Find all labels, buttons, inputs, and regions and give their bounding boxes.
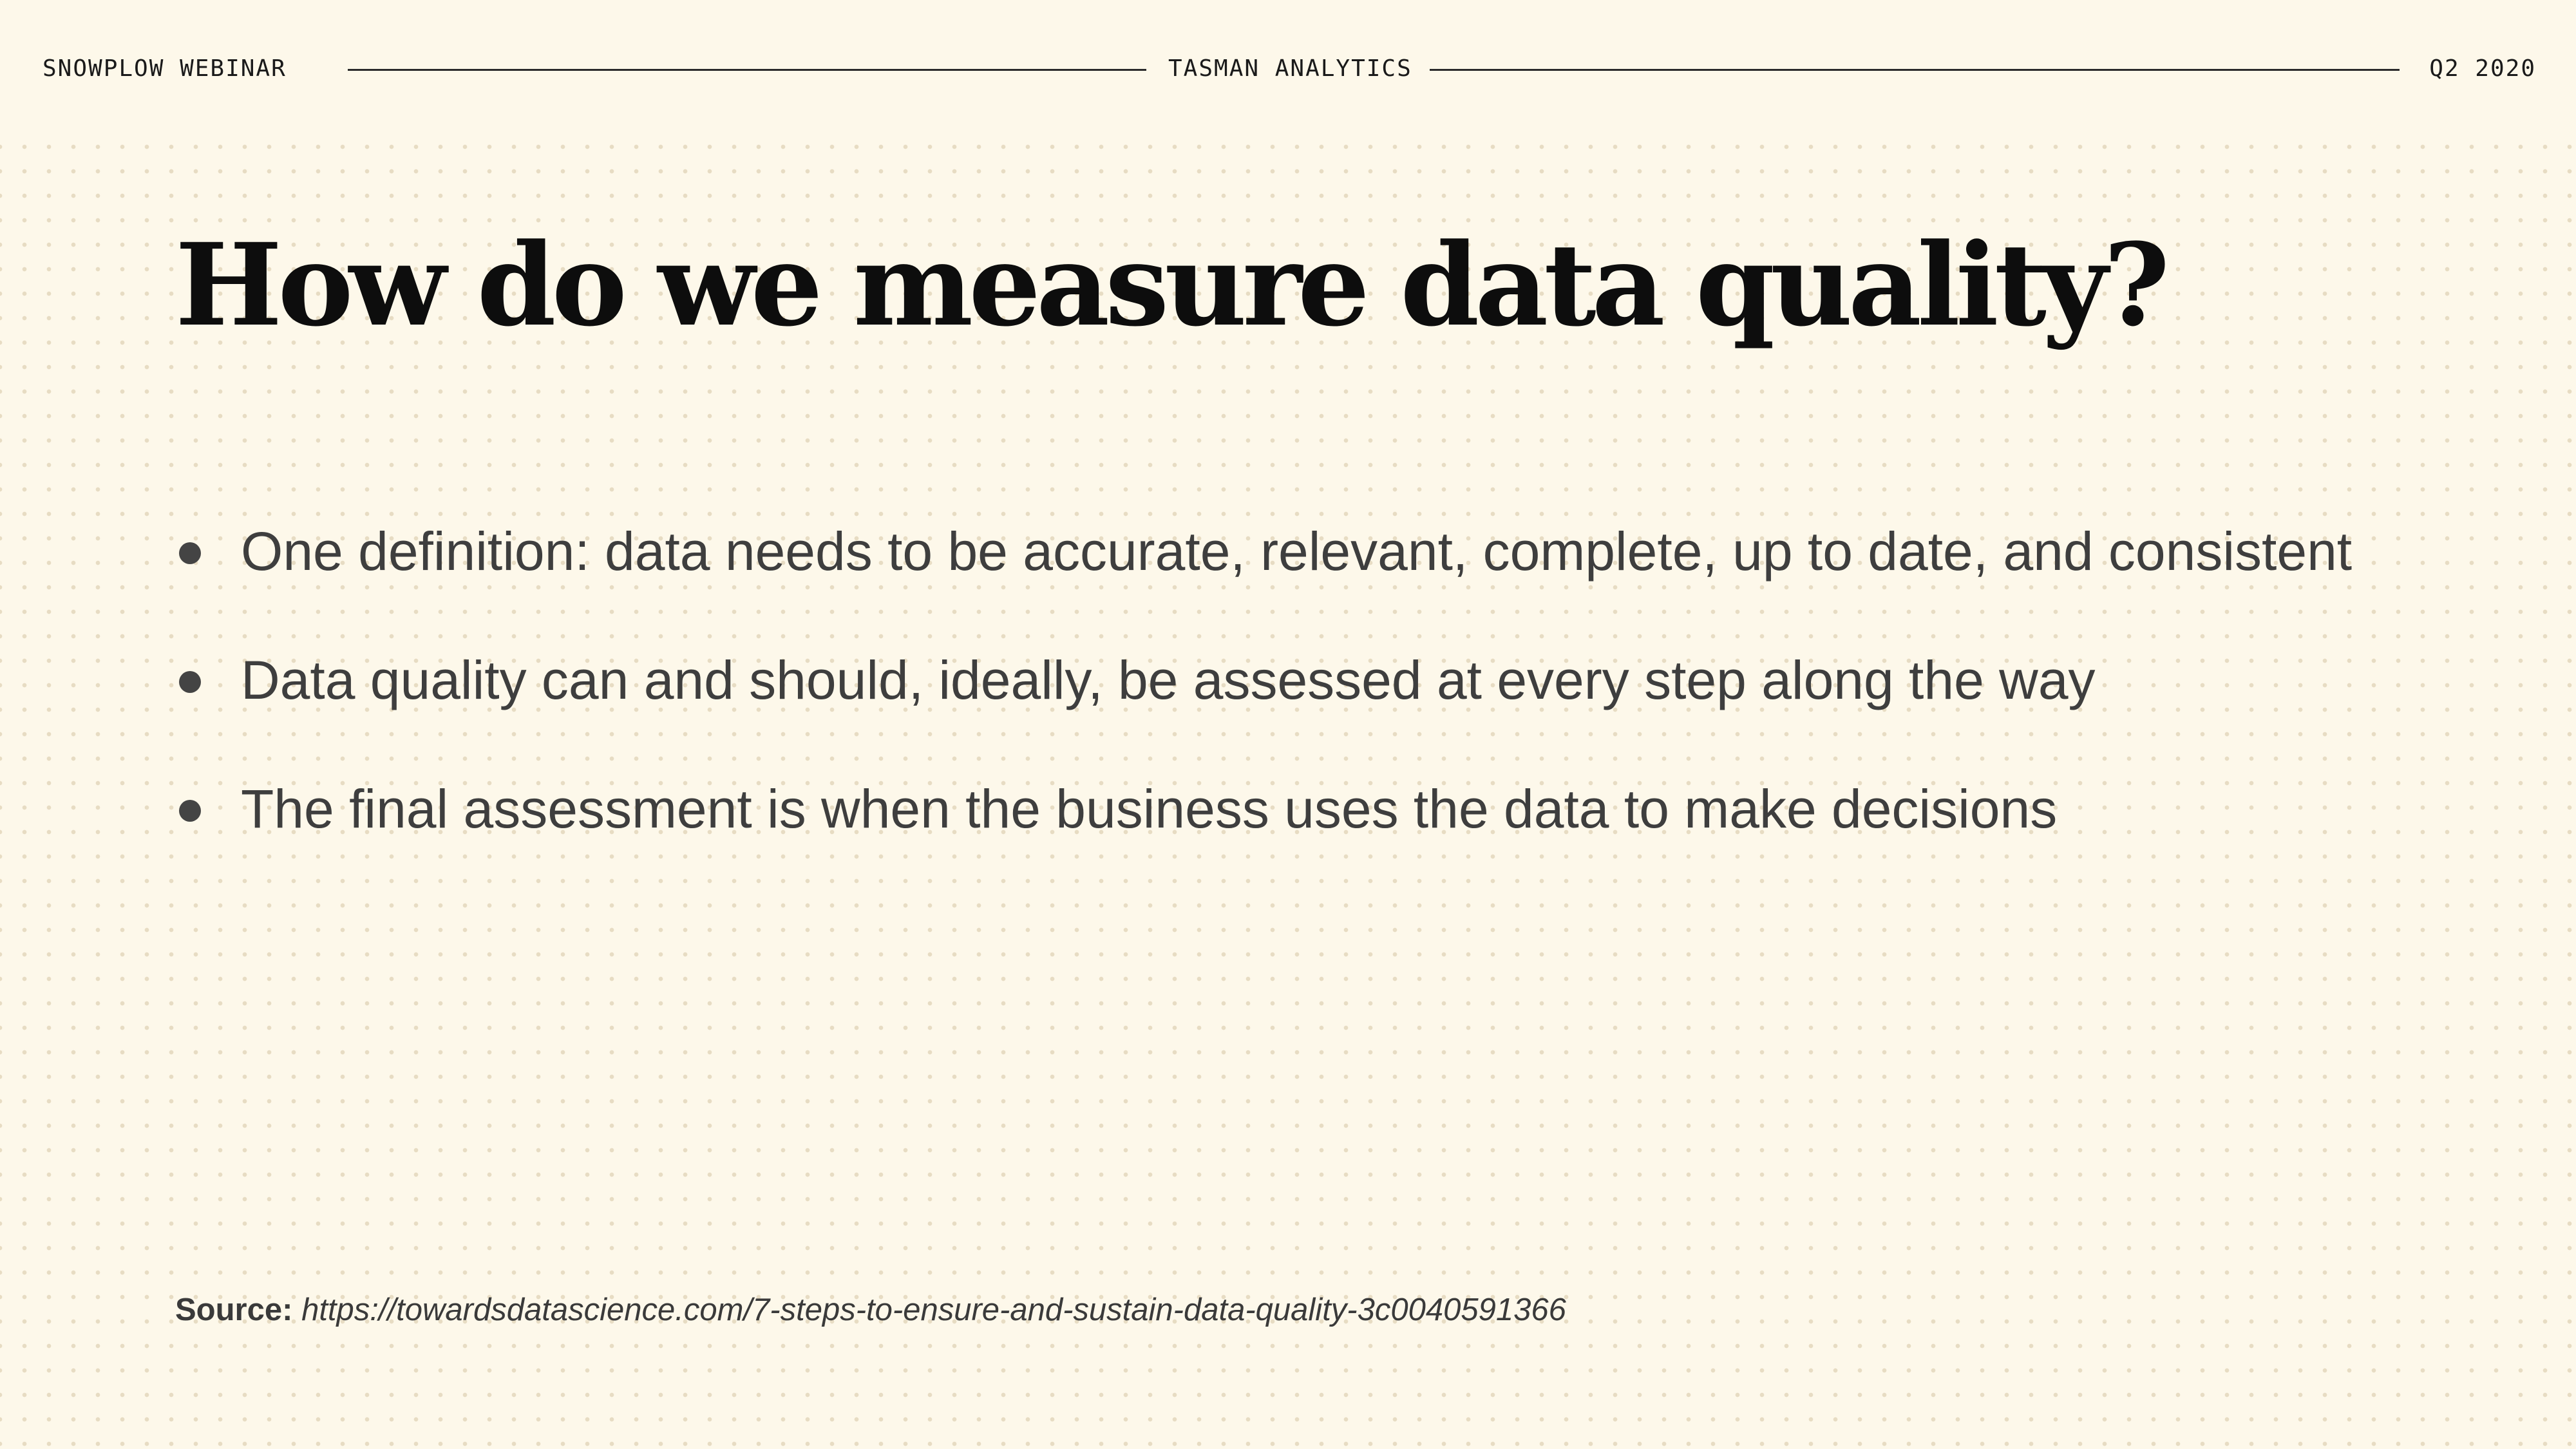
header-divider-right [1430, 69, 2400, 71]
bullet-item [175, 773, 2352, 902]
header-left-label: SNOWPLOW WEBINAR [43, 55, 287, 82]
bullet-list [175, 515, 2352, 902]
source-link[interactable]: https://towardsdatascience.com/7-steps-to-ensure-and-sustain-data-quality-3c0040591366 [301, 1293, 1566, 1327]
header-right-label: Q2 2020 [2429, 55, 2536, 82]
header-center-label: TASMAN ANALYTICS [1168, 55, 1412, 82]
bullet-dot-icon [179, 671, 201, 693]
bullet-text: One definition: data needs to be accurate, relevant, complete, up to date, and consistent [241, 521, 2353, 582]
bullet-text: Data quality can and should, ideally, be assessed at every step along the way [241, 650, 2096, 710]
slide-header [0, 0, 2576, 129]
source-citation [175, 1292, 1566, 1328]
source-label: Source: [175, 1293, 293, 1327]
header-divider-left [348, 69, 1146, 71]
bullet-text: The final assessment is when the business uses the data to make decisions [241, 779, 2058, 839]
slide-title: How do we measure data quality? [175, 218, 2166, 352]
bullet-item [175, 644, 2352, 773]
bullet-item [175, 515, 2352, 644]
bullet-dot-icon [179, 542, 201, 564]
bullet-dot-icon [179, 800, 201, 822]
